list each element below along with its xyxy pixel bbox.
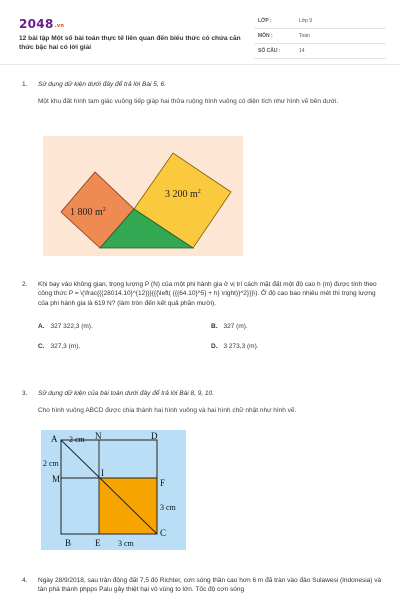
question-text: Khi bay vào không gian, trọng lượng P (N) của một phi hành gia ở vị trí cách mặt đất một độ cao h (m) được tính theo công thức P = \(\frac{{{28014.10}^{12}}}{{{\left( {{{64.10}^5} + h} \right)}^2}}}\). Ở độ cao bao nhiêu mét thì trọng lượng của phi hành gia là 619 N? (làm tròn đến kết quả phần mười). bbox=[38, 281, 377, 307]
question-number: 4. bbox=[22, 577, 28, 584]
vertex-e-label: E bbox=[95, 538, 101, 548]
document-header bbox=[14, 14, 386, 64]
meta-row-subject bbox=[254, 29, 386, 44]
site-logo[interactable] bbox=[19, 16, 64, 33]
answer-option-b[interactable]: B. 327 (m). bbox=[211, 323, 248, 331]
right-area-label: 3 200 $m^2$ bbox=[165, 189, 201, 200]
answer-options bbox=[38, 316, 382, 364]
answer-option-d[interactable]: D. 3 273,3 (m). bbox=[211, 343, 259, 351]
top-dimension-label: 2 cm bbox=[69, 435, 85, 444]
answer-option-a[interactable]: A. 327 322,3 (m). bbox=[38, 323, 93, 331]
question-lead: Sử dụng dữ kiện dưới đây để trả lời Bài 5, 6. bbox=[38, 81, 166, 88]
figure-square-abcd bbox=[41, 430, 186, 550]
vertex-n-label: N bbox=[95, 431, 102, 441]
question-1 bbox=[22, 80, 382, 107]
question-2 bbox=[22, 280, 382, 364]
logo-suffix: .vn bbox=[54, 23, 65, 29]
question-lead: Sử dụng dữ kiện của bài toán dưới đây để trả lời Bài 8, 9, 10. bbox=[38, 390, 214, 397]
meta-label: LỚP : bbox=[258, 18, 272, 24]
point-i-label: I bbox=[101, 468, 104, 478]
logo-text: 2048 bbox=[19, 17, 54, 31]
vertex-f-label: F bbox=[160, 478, 166, 488]
meta-value: Lớp 9 bbox=[299, 18, 313, 24]
vertex-a-label: A bbox=[51, 434, 58, 444]
question-3 bbox=[22, 389, 382, 416]
meta-table bbox=[254, 14, 386, 59]
question-number: 3. bbox=[22, 390, 28, 397]
question-text: Cho hình vuông ABCD được chia thành hai hình vuông và hai hình chữ nhật như hình vẽ. bbox=[38, 407, 297, 415]
document-title: 12 bài tập Một số bài toán thực tế liên quan đến biểu thức có chứa căn thức bậc hai có lời giải bbox=[19, 35, 241, 52]
bottom-dimension-label: 3 cm bbox=[118, 539, 134, 548]
question-number: 2. bbox=[22, 281, 28, 288]
answer-option-c[interactable]: C. 327,3 (m). bbox=[38, 343, 81, 351]
question-text: Một khu đất hình tam giác vuông tiếp giáp hai thửa ruộng hình vuông có diện tích như hình vẽ bên dưới. bbox=[38, 98, 339, 106]
right-dimension-label: 3 cm bbox=[160, 503, 176, 512]
figure-triangle-squares bbox=[43, 136, 243, 256]
question-text: Ngày 28/9/2018, sau trận động đất 7,5 độ Richter, cơn sóng thần cao hơn 6 m đã tràn vào đảo Sulawesi (Indonesia) và tàn phá thành phpps Palu gây thiệt hại vô vùng to lớn. Tốc độ cơn sóng bbox=[38, 577, 382, 594]
meta-value: Toán bbox=[299, 33, 310, 39]
meta-value: 14 bbox=[299, 48, 305, 54]
meta-row-class bbox=[254, 14, 386, 29]
question-4 bbox=[22, 576, 382, 595]
vertex-m-label: M bbox=[52, 474, 61, 484]
vertex-b-label: B bbox=[65, 538, 72, 548]
vertex-d-label: D bbox=[151, 431, 158, 441]
header-divider bbox=[0, 64, 400, 65]
vertex-c-label: C bbox=[160, 528, 167, 538]
left-dimension-label: 2 cm bbox=[43, 459, 59, 468]
meta-row-count bbox=[254, 44, 386, 59]
meta-label: SỐ CÂU : bbox=[258, 48, 281, 54]
question-number: 1. bbox=[22, 81, 28, 88]
left-area-label: 1 800 $m^2$ bbox=[70, 207, 106, 218]
meta-label: MÔN : bbox=[258, 33, 273, 39]
